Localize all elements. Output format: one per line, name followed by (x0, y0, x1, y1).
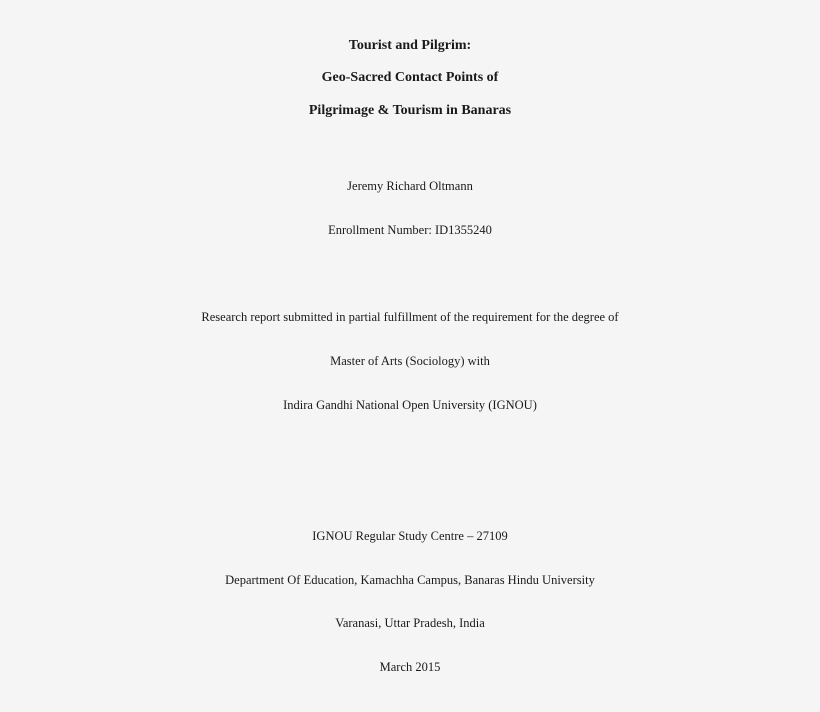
title-line-2: Geo-Sacred Contact Points of (321, 70, 499, 85)
title-line-1: Tourist and Pilgrim: (348, 38, 472, 53)
title-line-3: Pilgrimage & Tourism in Banaras (308, 103, 512, 118)
submission-date: March 2015 (379, 660, 441, 674)
department: Department Of Education, Kamachha Campus, Banaras Hindu University (225, 573, 595, 587)
submission-statement: Research report submitted in partial fulfillment of the requirement for the degree of (201, 310, 619, 324)
enrollment-number: Enrollment Number: ID1355240 (328, 223, 492, 237)
study-centre: IGNOU Regular Study Centre – 27109 (312, 529, 508, 543)
university-name: Indira Gandhi National Open University (IGNOU) (283, 398, 537, 412)
location: Varanasi, Uttar Pradesh, India (335, 616, 485, 630)
author-name: Jeremy Richard Oltmann (347, 179, 473, 193)
degree-name: Master of Arts (Sociology) with (330, 354, 490, 368)
